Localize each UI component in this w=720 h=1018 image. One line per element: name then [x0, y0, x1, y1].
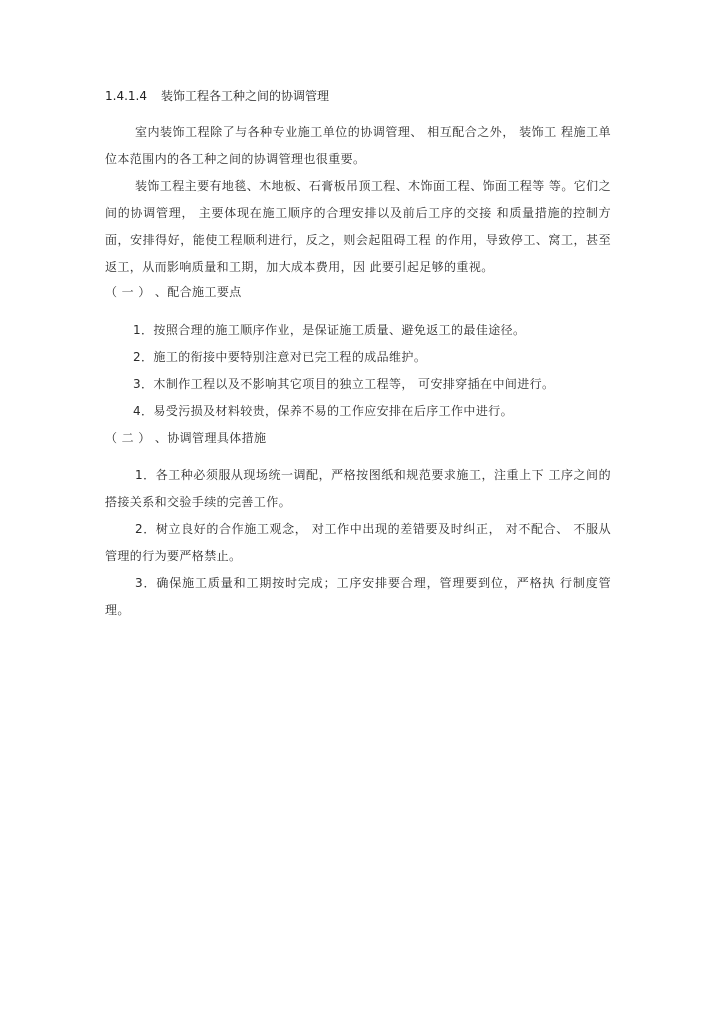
section-heading: [105, 86, 329, 106]
part1-item: 3．木制作工程以及不影响其它项目的独立工程等， 可安排穿插在中间进行。: [133, 377, 555, 391]
intro-paragraph: 室内装饰工程除了与各种专业施工单位的协调管理、 相互配合之外， 装饰工 程施工单位本范围内的各工种之间的协调管理也很重要。: [105, 125, 611, 166]
part1-item: 1．按照合理的施工顺序作业，是保证施工质量、避免返工的最佳途径。: [133, 323, 526, 337]
part1-heading: （ 一 ） 、配合施工要点: [105, 285, 242, 299]
section-number: 1.4.1.4: [105, 89, 147, 103]
part2-heading: （ 二 ） 、协调管理具体措施: [105, 431, 267, 445]
part1-item: 2．施工的衔接中要特别注意对已完工程的成品维护。: [133, 350, 427, 364]
part2-item: 1．各工种必须服从现场统一调配，严格按图纸和规范要求施工，注重上下 工序之间的搭接关系和交验手续的完善工作。: [105, 468, 611, 509]
part1-item: 4．易受污损及材料较贵，保养不易的工作应安排在后序工作中进行。: [133, 404, 514, 418]
intro-paragraph: 装饰工程主要有地毯、木地板、石膏板吊顶工程、木饰面工程、饰面工程等 等。它们之间的协调管理， 主要体现在施工顺序的合理安排以及前后工序的交接 和质量措施的控制方面，安排得好，能使工程顺利进行，反之，则会起阻碍工程 的作用，导致停工、窝工，甚至返工，从而影响质量和工期，加大成本费用，因 此要引起足够的重视。: [105, 179, 611, 274]
part2-item: 2．树立良好的合作施工观念， 对工作中出现的差错要及时纠正， 对不配合、 不服从管理的行为要严格禁止。: [105, 522, 611, 563]
part2-item: 3．确保施工质量和工期按时完成；工序安排要合理，管理要到位，严格执 行制度管理。: [105, 576, 611, 617]
section-title: 装饰工程各工种之间的协调管理: [160, 89, 329, 103]
